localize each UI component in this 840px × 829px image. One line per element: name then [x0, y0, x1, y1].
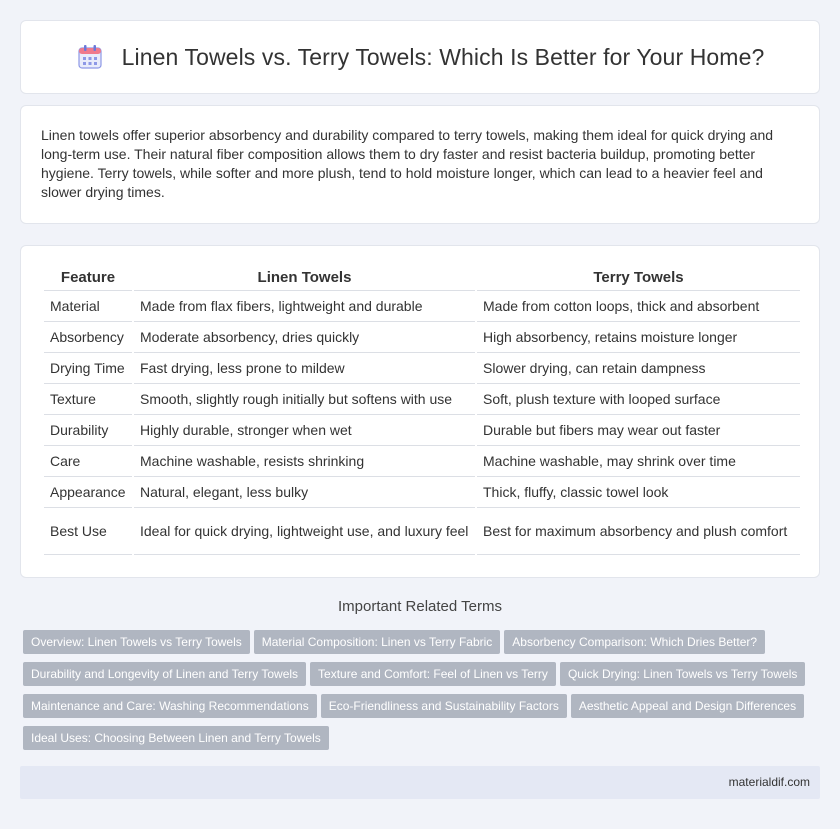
related-term-tag[interactable]: Texture and Comfort: Feel of Linen vs Terry — [310, 662, 556, 686]
terry-cell: Made from cotton loops, thick and absorbent — [477, 291, 800, 322]
related-terms-title: Important Related Terms — [338, 598, 502, 615]
header-card — [20, 20, 820, 94]
related-term-tag[interactable]: Eco-Friendliness and Sustainability Factors — [321, 694, 567, 718]
linen-cell: Machine washable, resists shrinking — [134, 446, 475, 477]
header-feature: Feature — [44, 264, 132, 291]
table-row — [44, 415, 800, 446]
related-term-tag[interactable]: Ideal Uses: Choosing Between Linen and Terry Towels — [23, 726, 329, 750]
linen-cell: Made from flax fibers, lightweight and durable — [134, 291, 475, 322]
table-header-row — [44, 264, 800, 291]
table-row — [44, 477, 800, 508]
feature-cell: Appearance — [44, 477, 132, 508]
terry-cell: Thick, fluffy, classic towel look — [477, 477, 800, 508]
terry-cell: Machine washable, may shrink over time — [477, 446, 800, 477]
calendar-icon — [76, 43, 104, 71]
feature-cell: Durability — [44, 415, 132, 446]
related-term-tag[interactable]: Absorbency Comparison: Which Dries Better? — [504, 630, 765, 654]
linen-cell: Smooth, slightly rough initially but softens with use — [134, 384, 475, 415]
linen-cell: Moderate absorbency, dries quickly — [134, 322, 475, 353]
terry-cell: High absorbency, retains moisture longer — [477, 322, 800, 353]
related-terms-list — [23, 630, 823, 758]
feature-cell: Texture — [44, 384, 132, 415]
linen-cell: Natural, elegant, less bulky — [134, 477, 475, 508]
related-term-tag[interactable]: Maintenance and Care: Washing Recommendations — [23, 694, 317, 718]
intro-card — [20, 105, 820, 224]
table-row — [44, 508, 800, 555]
page-title: Linen Towels vs. Terry Towels: Which Is Better for Your Home? — [121, 43, 765, 70]
linen-cell: Fast drying, less prone to mildew — [134, 353, 475, 384]
linen-cell: Ideal for quick drying, lightweight use, and luxury feel — [134, 508, 475, 555]
related-term-tag[interactable]: Material Composition: Linen vs Terry Fabric — [254, 630, 501, 654]
table-row — [44, 322, 800, 353]
feature-cell: Material — [44, 291, 132, 322]
table-row — [44, 353, 800, 384]
terry-cell: Soft, plush texture with looped surface — [477, 384, 800, 415]
feature-cell: Absorbency — [44, 322, 132, 353]
terry-cell: Durable but fibers may wear out faster — [477, 415, 800, 446]
terry-cell: Slower drying, can retain dampness — [477, 353, 800, 384]
feature-cell: Care — [44, 446, 132, 477]
header-terry: Terry Towels — [477, 264, 800, 291]
feature-cell: Best Use — [44, 508, 132, 555]
related-term-tag[interactable]: Quick Drying: Linen Towels vs Terry Towels — [560, 662, 805, 686]
footer-site-link[interactable]: materialdif.com — [728, 775, 810, 789]
comparison-table — [42, 264, 802, 555]
related-term-tag[interactable]: Aesthetic Appeal and Design Differences — [571, 694, 804, 718]
header-linen: Linen Towels — [134, 264, 475, 291]
feature-cell: Drying Time — [44, 353, 132, 384]
table-row — [44, 384, 800, 415]
comparison-table-card — [20, 245, 820, 578]
table-row — [44, 446, 800, 477]
table-row — [44, 291, 800, 322]
related-term-tag[interactable]: Durability and Longevity of Linen and Terry Towels — [23, 662, 306, 686]
related-term-tag[interactable]: Overview: Linen Towels vs Terry Towels — [23, 630, 250, 654]
intro-text: Linen towels offer superior absorbency and durability compared to terry towels, making them ideal for quick drying and long-term use. Their natural fiber composition allows them to dry faster and resist bacteria buildup, promoting better hygiene. Terry towels, while softer and more plush, tend to hold moisture longer, which can lead to a heavier feel and slower drying times. — [41, 127, 774, 200]
linen-cell: Highly durable, stronger when wet — [134, 415, 475, 446]
terry-cell: Best for maximum absorbency and plush comfort — [477, 508, 800, 555]
footer — [20, 766, 820, 799]
